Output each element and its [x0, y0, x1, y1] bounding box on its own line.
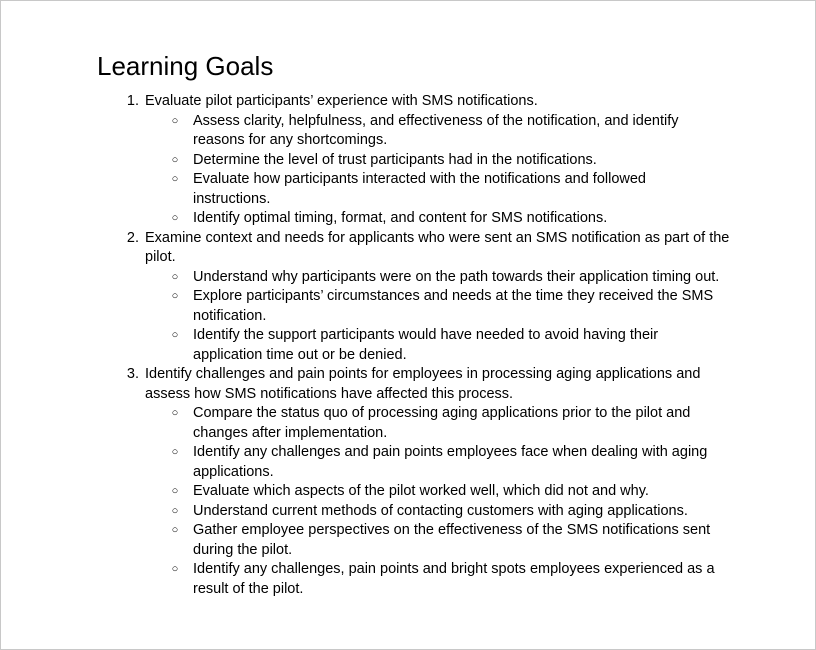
goal-number: 1.	[126, 93, 139, 109]
subitem	[171, 112, 723, 151]
bullet-icon: ○	[171, 212, 179, 224]
subitem-text: Understand current methods of contacting customers with aging applications.	[193, 502, 688, 519]
subitem-text: Compare the status quo of processing aging applications prior to the pilot and changes after implementation.	[193, 405, 691, 441]
goal-subitems	[145, 268, 723, 366]
subitem	[171, 326, 723, 365]
goal-text: Identify challenges and pain points for employees in processing aging applications and assess how SMS notifications have affected this process.	[145, 366, 701, 402]
goal-number: 3.	[126, 366, 139, 382]
goal-item	[126, 229, 745, 366]
subitem-text: Understand why participants were on the path towards their application timing out.	[193, 268, 720, 285]
subitem	[171, 170, 723, 209]
subitem	[171, 151, 723, 171]
goal-text: Examine context and needs for applicants who were sent an SMS notification as part of the pilot.	[145, 229, 730, 265]
goal-item	[126, 365, 745, 599]
subitem	[171, 268, 723, 288]
subitem-text: Identify any challenges and pain points employees face when dealing with aging applications.	[193, 444, 708, 480]
subitem-text: Gather employee perspectives on the effectiveness of the SMS notifications sent during the pilot.	[193, 522, 711, 558]
subitem	[171, 209, 723, 229]
subitem-text: Evaluate how participants interacted with the notifications and followed instructions.	[193, 171, 646, 207]
bullet-icon: ○	[171, 153, 179, 166]
goal-subitems	[145, 112, 723, 229]
subitem	[171, 521, 723, 560]
subitem	[171, 404, 723, 443]
learning-goals-list	[126, 92, 745, 599]
bullet-icon: ○	[171, 329, 179, 341]
bullet-icon: ○	[171, 407, 179, 419]
page-title: Learning Goals	[97, 51, 274, 81]
subitem-text: Identify optimal timing, format, and content for SMS notifications.	[193, 210, 608, 226]
goal-item	[126, 92, 745, 229]
subitem-text: Identify the support participants would have needed to avoid having their application time out or be denied.	[193, 327, 659, 363]
bullet-icon: ○	[171, 563, 179, 575]
bullet-icon: ○	[171, 173, 179, 185]
subitem-text: Evaluate which aspects of the pilot worked well, which did not and why.	[193, 483, 649, 499]
bullet-icon: ○	[171, 524, 179, 536]
bullet-icon: ○	[171, 114, 179, 127]
bullet-icon: ○	[171, 504, 179, 517]
bullet-icon: ○	[171, 290, 179, 302]
subitem	[171, 443, 723, 482]
goal-number: 2.	[126, 229, 139, 246]
subitem-text: Assess clarity, helpfulness, and effectiveness of the notification, and identify reasons for any shortcomings.	[193, 112, 679, 148]
bullet-icon: ○	[171, 485, 179, 497]
subitem	[171, 560, 723, 599]
subitem	[171, 287, 723, 326]
subitem	[171, 482, 723, 502]
subitem-text: Determine the level of trust participants had in the notifications.	[193, 151, 597, 168]
subitem	[171, 502, 723, 522]
subitem-text: Explore participants’ circumstances and needs at the time they received the SMS notification.	[193, 288, 714, 324]
subitem-text: Identify any challenges, pain points and bright spots employees experienced as a result of the pilot.	[193, 561, 715, 597]
bullet-icon: ○	[171, 270, 179, 283]
goal-subitems	[145, 404, 723, 599]
goal-text: Evaluate pilot participants’ experience with SMS notifications.	[145, 93, 538, 109]
bullet-icon: ○	[171, 446, 179, 458]
